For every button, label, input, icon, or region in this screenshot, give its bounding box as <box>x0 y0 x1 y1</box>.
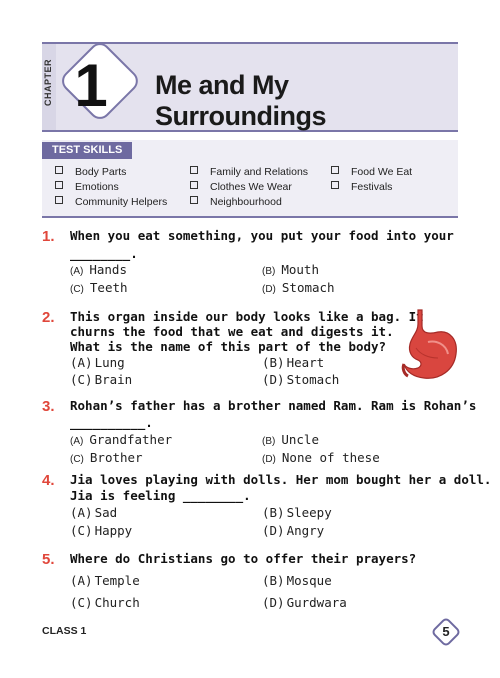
checkbox-icon <box>331 181 339 189</box>
answer-option[interactable]: (A) Grandfather <box>70 432 173 447</box>
checkbox-icon <box>331 166 339 174</box>
answer-option[interactable]: (D) Stomach <box>262 372 340 387</box>
checkbox-icon <box>55 166 63 174</box>
question-text: __________. <box>70 415 153 430</box>
test-skills-tab: TEST SKILLS <box>42 142 132 159</box>
answer-option[interactable]: (D) Gurdwara <box>262 595 347 610</box>
skill-item: Community Helpers <box>55 196 167 208</box>
answer-option[interactable]: (B) Heart <box>262 355 325 370</box>
answer-option[interactable]: (A) Temple <box>70 573 140 588</box>
skill-item: Festivals <box>331 181 392 193</box>
answer-option[interactable]: (D) Angry <box>262 523 325 538</box>
answer-option[interactable]: (C) Brain <box>70 372 133 387</box>
answer-option[interactable]: (C) Church <box>70 595 140 610</box>
chapter-number: 1 <box>74 52 108 119</box>
skill-item: Neighbourhood <box>190 196 282 208</box>
answer-option[interactable]: (A) Lung <box>70 355 125 370</box>
class-label: CLASS 1 <box>42 625 87 637</box>
answer-option[interactable]: (B) Mouth <box>262 262 319 277</box>
checkbox-icon <box>55 181 63 189</box>
answer-option[interactable]: (D) None of these <box>262 450 380 465</box>
question-number: 5. <box>42 551 55 568</box>
answer-option[interactable]: (D) Stomach <box>262 280 335 295</box>
answer-option[interactable]: (C) Happy <box>70 523 133 538</box>
checkbox-icon <box>190 196 198 204</box>
question-text: Rohan’s father has a brother named Ram. Ram is Rohan’s <box>70 398 477 413</box>
question-number: 3. <box>42 398 55 415</box>
skill-item: Body Parts <box>55 166 126 178</box>
chapter-label: CHAPTER <box>43 58 53 106</box>
page-title: Me and My Surroundings <box>155 70 326 131</box>
checkbox-icon <box>190 181 198 189</box>
question-text: Where do Christians go to offer their prayers? <box>70 551 417 566</box>
answer-option[interactable]: (C) Teeth <box>70 280 128 295</box>
question-number: 4. <box>42 472 55 489</box>
skill-item: Family and Relations <box>190 166 308 178</box>
skill-item: Clothes We Wear <box>190 181 292 193</box>
question-text: What is the name of this part of the body? <box>70 339 387 354</box>
question-text: Jia is feeling ________. <box>70 488 251 503</box>
question-text: churns the food that we eat and digests it. <box>70 324 394 339</box>
question-text: This organ inside our body looks like a bag. It <box>70 309 424 324</box>
answer-option[interactable]: (B) Uncle <box>262 432 319 447</box>
answer-option[interactable]: (A) Sad <box>70 505 118 520</box>
page-number: 5 <box>442 624 450 639</box>
question-text: ________. <box>70 246 138 261</box>
question-text: Jia loves playing with dolls. Her mom bought her a doll. <box>70 472 492 487</box>
skill-item: Food We Eat <box>331 166 412 178</box>
answer-option[interactable]: (B) Mosque <box>262 573 332 588</box>
answer-option[interactable]: (A) Hands <box>70 262 127 277</box>
stomach-illustration-icon <box>400 308 460 382</box>
question-number: 2. <box>42 309 55 326</box>
answer-option[interactable]: (C) Brother <box>70 450 143 465</box>
question-number: 1. <box>42 228 55 245</box>
checkbox-icon <box>190 166 198 174</box>
skill-item: Emotions <box>55 181 119 193</box>
question-text: When you eat something, you put your food into your <box>70 228 454 243</box>
answer-option[interactable]: (B) Sleepy <box>262 505 332 520</box>
checkbox-icon <box>55 196 63 204</box>
